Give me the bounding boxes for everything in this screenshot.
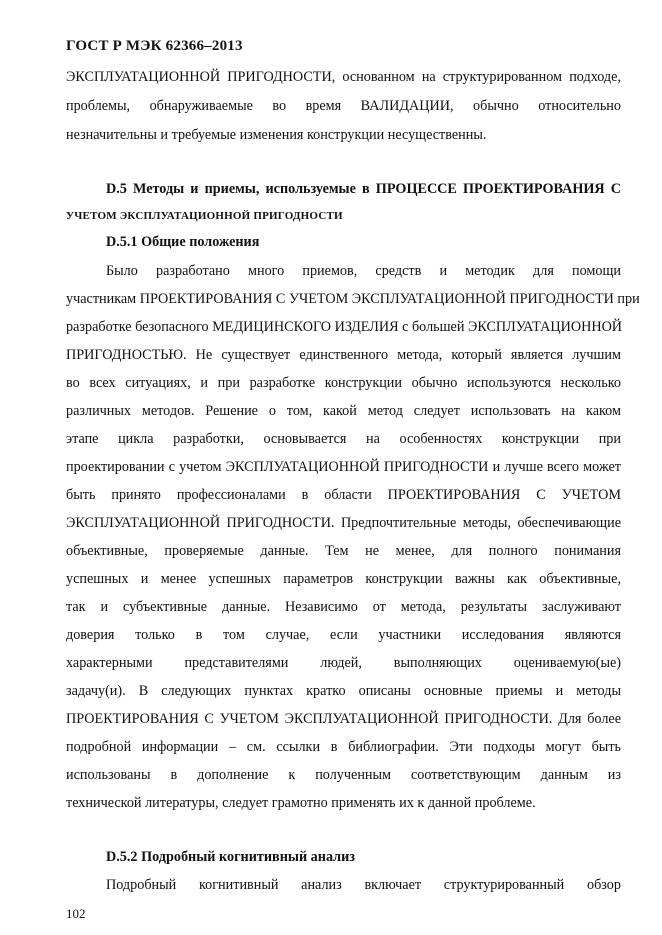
body-line: разработке безопасного МЕДИЦИНСКОГО ИЗДЕЛИЯ с большей ЭКСПЛУАТАЦИОННОЙ <box>66 319 623 335</box>
body-line: Подробный когнитивный анализ включает структурированный обзор <box>106 877 621 893</box>
body-line: во всех ситуациях, и при разработке конструкции обычно используются несколько <box>66 375 621 391</box>
body-line: объективные, проверяемые данные. Тем не менее, для полного понимания <box>66 543 621 559</box>
section-heading-d5: D.5 Методы и приемы, используемые в ПРОЦЕССЕ ПРОЕКТИРОВАНИЯ С <box>106 181 621 197</box>
body-line: подробной информации – см. ссылки в библиографии. Эти подходы могут быть <box>66 739 621 755</box>
body-line: задачу(и). В следующих пунктах кратко описаны основные приемы и методы <box>66 683 621 699</box>
body-line: участникам ПРОЕКТИРОВАНИЯ С УЧЕТОМ ЭКСПЛУАТАЦИОННОЙ ПРИГОДНОСТИ при <box>66 291 640 307</box>
body-line: этапе цикла разработки, основывается на особенностях конструкции при <box>66 431 621 447</box>
body-line: ПРОЕКТИРОВАНИЯ С УЧЕТОМ ЭКСПЛУАТАЦИОННОЙ ПРИГОДНОСТИ. Для более <box>66 711 621 727</box>
subsection-heading-d5-1: D.5.1 Общие положения <box>106 234 260 250</box>
body-line: проектировании с учетом ЭКСПЛУАТАЦИОННОЙ ПРИГОДНОСТИ и лучше всего может <box>66 459 621 475</box>
body-line: быть принято профессионалами в области ПРОЕКТИРОВАНИЯ С УЧЕТОМ <box>66 487 621 503</box>
body-line: Было разработано много приемов, средств и методик для помощи <box>106 263 621 279</box>
body-line: различных методов. Решение о том, какой метод следует использовать на каком <box>66 403 621 419</box>
body-line: незначительны и требуемые изменения конструкции несущественны. <box>66 127 487 143</box>
body-line: так и субъективные данные. Независимо от метода, результаты заслуживают <box>66 599 621 615</box>
body-line: успешных и менее успешных параметров конструкции важны как объективные, <box>66 571 621 587</box>
body-line: ПРИГОДНОСТЬЮ. Не существует единственного метода, который является лучшим <box>66 347 621 363</box>
section-heading-d5-cont: УЧЕТОМ ЭКСПЛУАТАЦИОННОЙ ПРИГОДНОСТИ <box>66 210 343 222</box>
body-line: доверия только в том случае, если участники исследования являются <box>66 627 621 643</box>
body-line: проблемы, обнаруживаемые во время ВАЛИДАЦИИ, обычно относительно <box>66 98 621 114</box>
document-header: ГОСТ Р МЭК 62366–2013 <box>66 38 243 54</box>
body-line: использованы в дополнение к полученным соответствующим данным из <box>66 767 621 783</box>
body-line: технической литературы, следует грамотно применять их к данной проблеме. <box>66 795 536 811</box>
subsection-heading-d5-2: D.5.2 Подробный когнитивный анализ <box>106 849 355 865</box>
body-line: характерными представителями людей, выполняющих оцениваемую(ые) <box>66 655 621 671</box>
body-line: ЭКСПЛУАТАЦИОННОЙ ПРИГОДНОСТИ, основанном на структурированном подходе, <box>66 69 621 85</box>
body-line: ЭКСПЛУАТАЦИОННОЙ ПРИГОДНОСТИ. Предпочтительные методы, обеспечивающие <box>66 515 621 531</box>
page-number: 102 <box>66 906 86 921</box>
